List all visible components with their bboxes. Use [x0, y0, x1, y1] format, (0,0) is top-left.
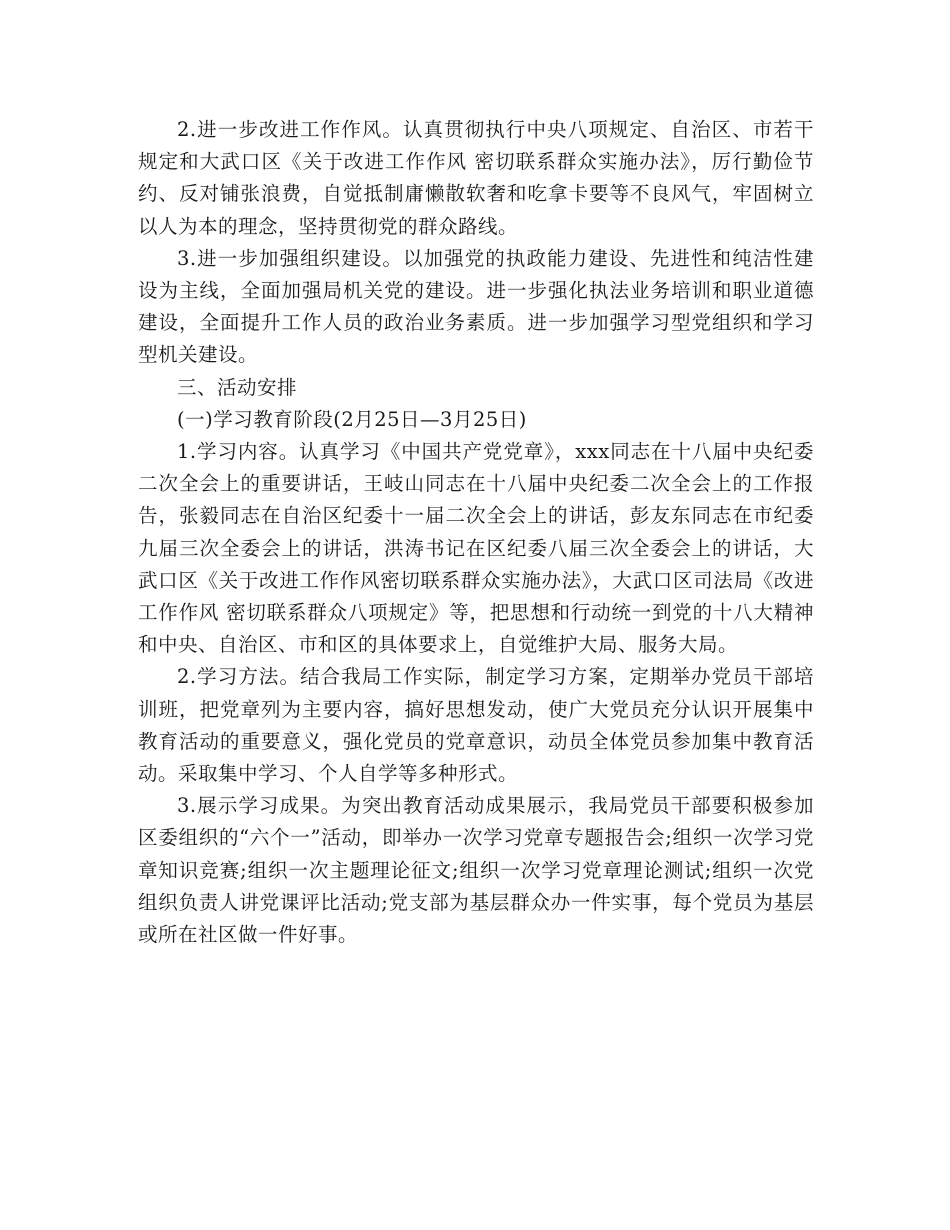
document-body	[138, 114, 814, 951]
paragraph-improve-work-style: 2.进一步改进工作作风。认真贯彻执行中央八项规定、自治区、市若干规定和大武口区《关于改进工作作风 密切联系群众实施办法》，厉行勤俭节约、反对铺张浪费，自觉抵制庸懒散软奢和吃拿卡要等不良风气，牢固树立以人为本的理念，坚持贯彻党的群众路线。	[138, 118, 814, 238]
paragraph-organization-building: 3.进一步加强组织建设。以加强党的执政能力建设、先进性和纯洁性建设为主线，全面加强局机关党的建设。进一步强化执法业务培训和职业道德建设，全面提升工作人员的政治业务素质。进一步加强学习型党组织和学习型机关建设。	[138, 246, 814, 367]
paragraph-study-content: 1.学习内容。认真学习《中国共产党党章》，xxx同志在十八届中央纪委二次全会上的重要讲话，王岐山同志在十八届中央纪委二次全会上的工作报告，张毅同志在自治区纪委十一届二次全会上的讲话，彭友东同志在市纪委九届三次全委会上的讲话，洪涛书记在区纪委八届三次全委会上的讲话，大武口区《关于改进工作作风密切联系群众实施办法》，大武口区司法局《改进工作作风 密切联系群众八项规定》等，把思想和行动统一到党的十八大精神和中央、自治区、市和区的具体要求上，自觉维护大局、服务大局。	[138, 440, 814, 657]
paragraph-study-method: 2.学习方法。结合我局工作实际，制定学习方案，定期举办党员干部培训班，把党章列为主要内容，搞好思想发动，使广大党员充分认识开展集中教育活动的重要意义，强化党员的党章意识，动员全体党员参加集中教育活动。采取集中学习、个人自学等多种形式。	[138, 665, 814, 786]
section-heading-activity-arrangement: 三、活动安排	[177, 375, 298, 399]
subsection-heading-study-stage: (一)学习教育阶段(2月25日—3月25日)	[177, 407, 527, 431]
paragraph-study-results: 3.展示学习成果。为突出教育活动成果展示，我局党员干部要积极参加区委组织的“六个一”活动，即举办一次学习党章专题报告会;组织一次学习党章知识竞赛;组织一次主题理论征文;组织一次学习党章理论测试;组织一次党组织负责人讲党课评比活动;党支部为基层群众办一件实事，每个党员为基层或所在社区做一件好事。	[138, 794, 814, 947]
